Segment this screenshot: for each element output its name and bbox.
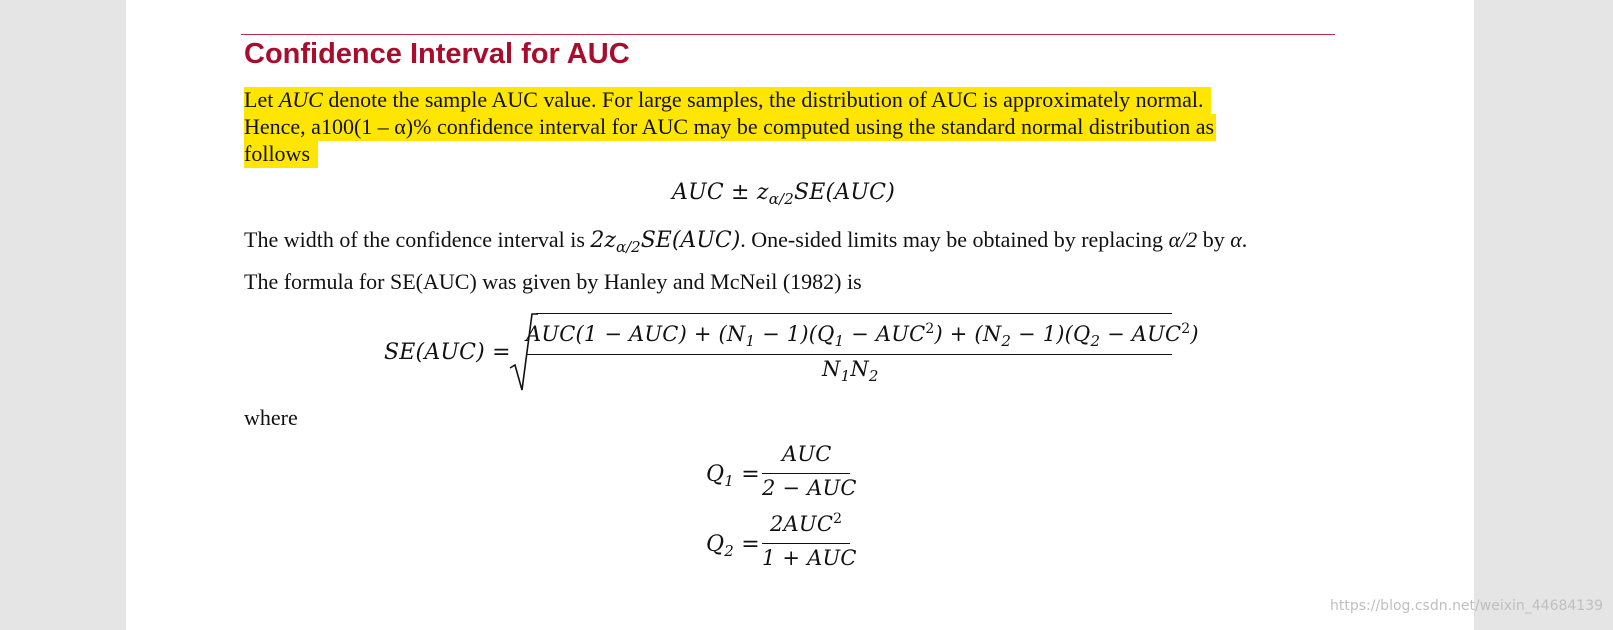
width-sentence: The width of the confidence interval is $2z_{\alpha/2}SE(AUC)$. One-sided limits may be obtained by replacing α/2 by α.	[244, 227, 1248, 256]
where-label: where	[244, 405, 298, 430]
q1-fraction-line	[762, 473, 850, 474]
document-page	[126, 0, 1474, 630]
q2-fraction-line	[762, 543, 850, 544]
section-heading: Confidence Interval for AUC	[244, 38, 630, 70]
watermark-text: https://blog.csdn.net/weixin_44684139	[1330, 598, 1604, 614]
se-formula-numerator: $AUC(1 - AUC) + (N_1 - 1)(Q_1 - AUC^2) + (N_2 - 1)(Q_2 - AUC^2)$	[526, 321, 1199, 350]
ci-formula: AUC ± $z_{\alpha/2}SE(AUC)$	[672, 180, 895, 208]
q2-denominator: 1 + AUC	[762, 546, 857, 570]
q1-denominator: 2 − AUC	[762, 476, 857, 500]
intro-line-3: follows	[244, 140, 318, 168]
intro-line-2: Hence, a100(1 – α)% confidence interval for AUC may be computed using the standard normal distribution as	[244, 114, 1215, 139]
sqrt-bar	[536, 313, 1172, 314]
q1-lhs: $Q_1$ =	[706, 462, 760, 490]
se-formula-lhs: SE(AUC) =	[384, 340, 511, 365]
intro-line-1: Let AUC denote the sample AUC value. For large samples, the distribution of AUC is approximately normal.	[244, 86, 1211, 114]
se-formula-denominator: $N_1N_2$	[822, 357, 879, 385]
se-fraction-line	[526, 354, 1172, 355]
heading-rule	[241, 34, 1335, 35]
q2-numerator: 2AUC$^2$	[770, 511, 843, 536]
q2-lhs: $Q_2$ =	[706, 532, 760, 560]
q1-numerator: AUC	[782, 442, 832, 466]
formula-sentence: The formula for SE(AUC) was given by Hanley and McNeil (1982) is	[244, 269, 862, 294]
